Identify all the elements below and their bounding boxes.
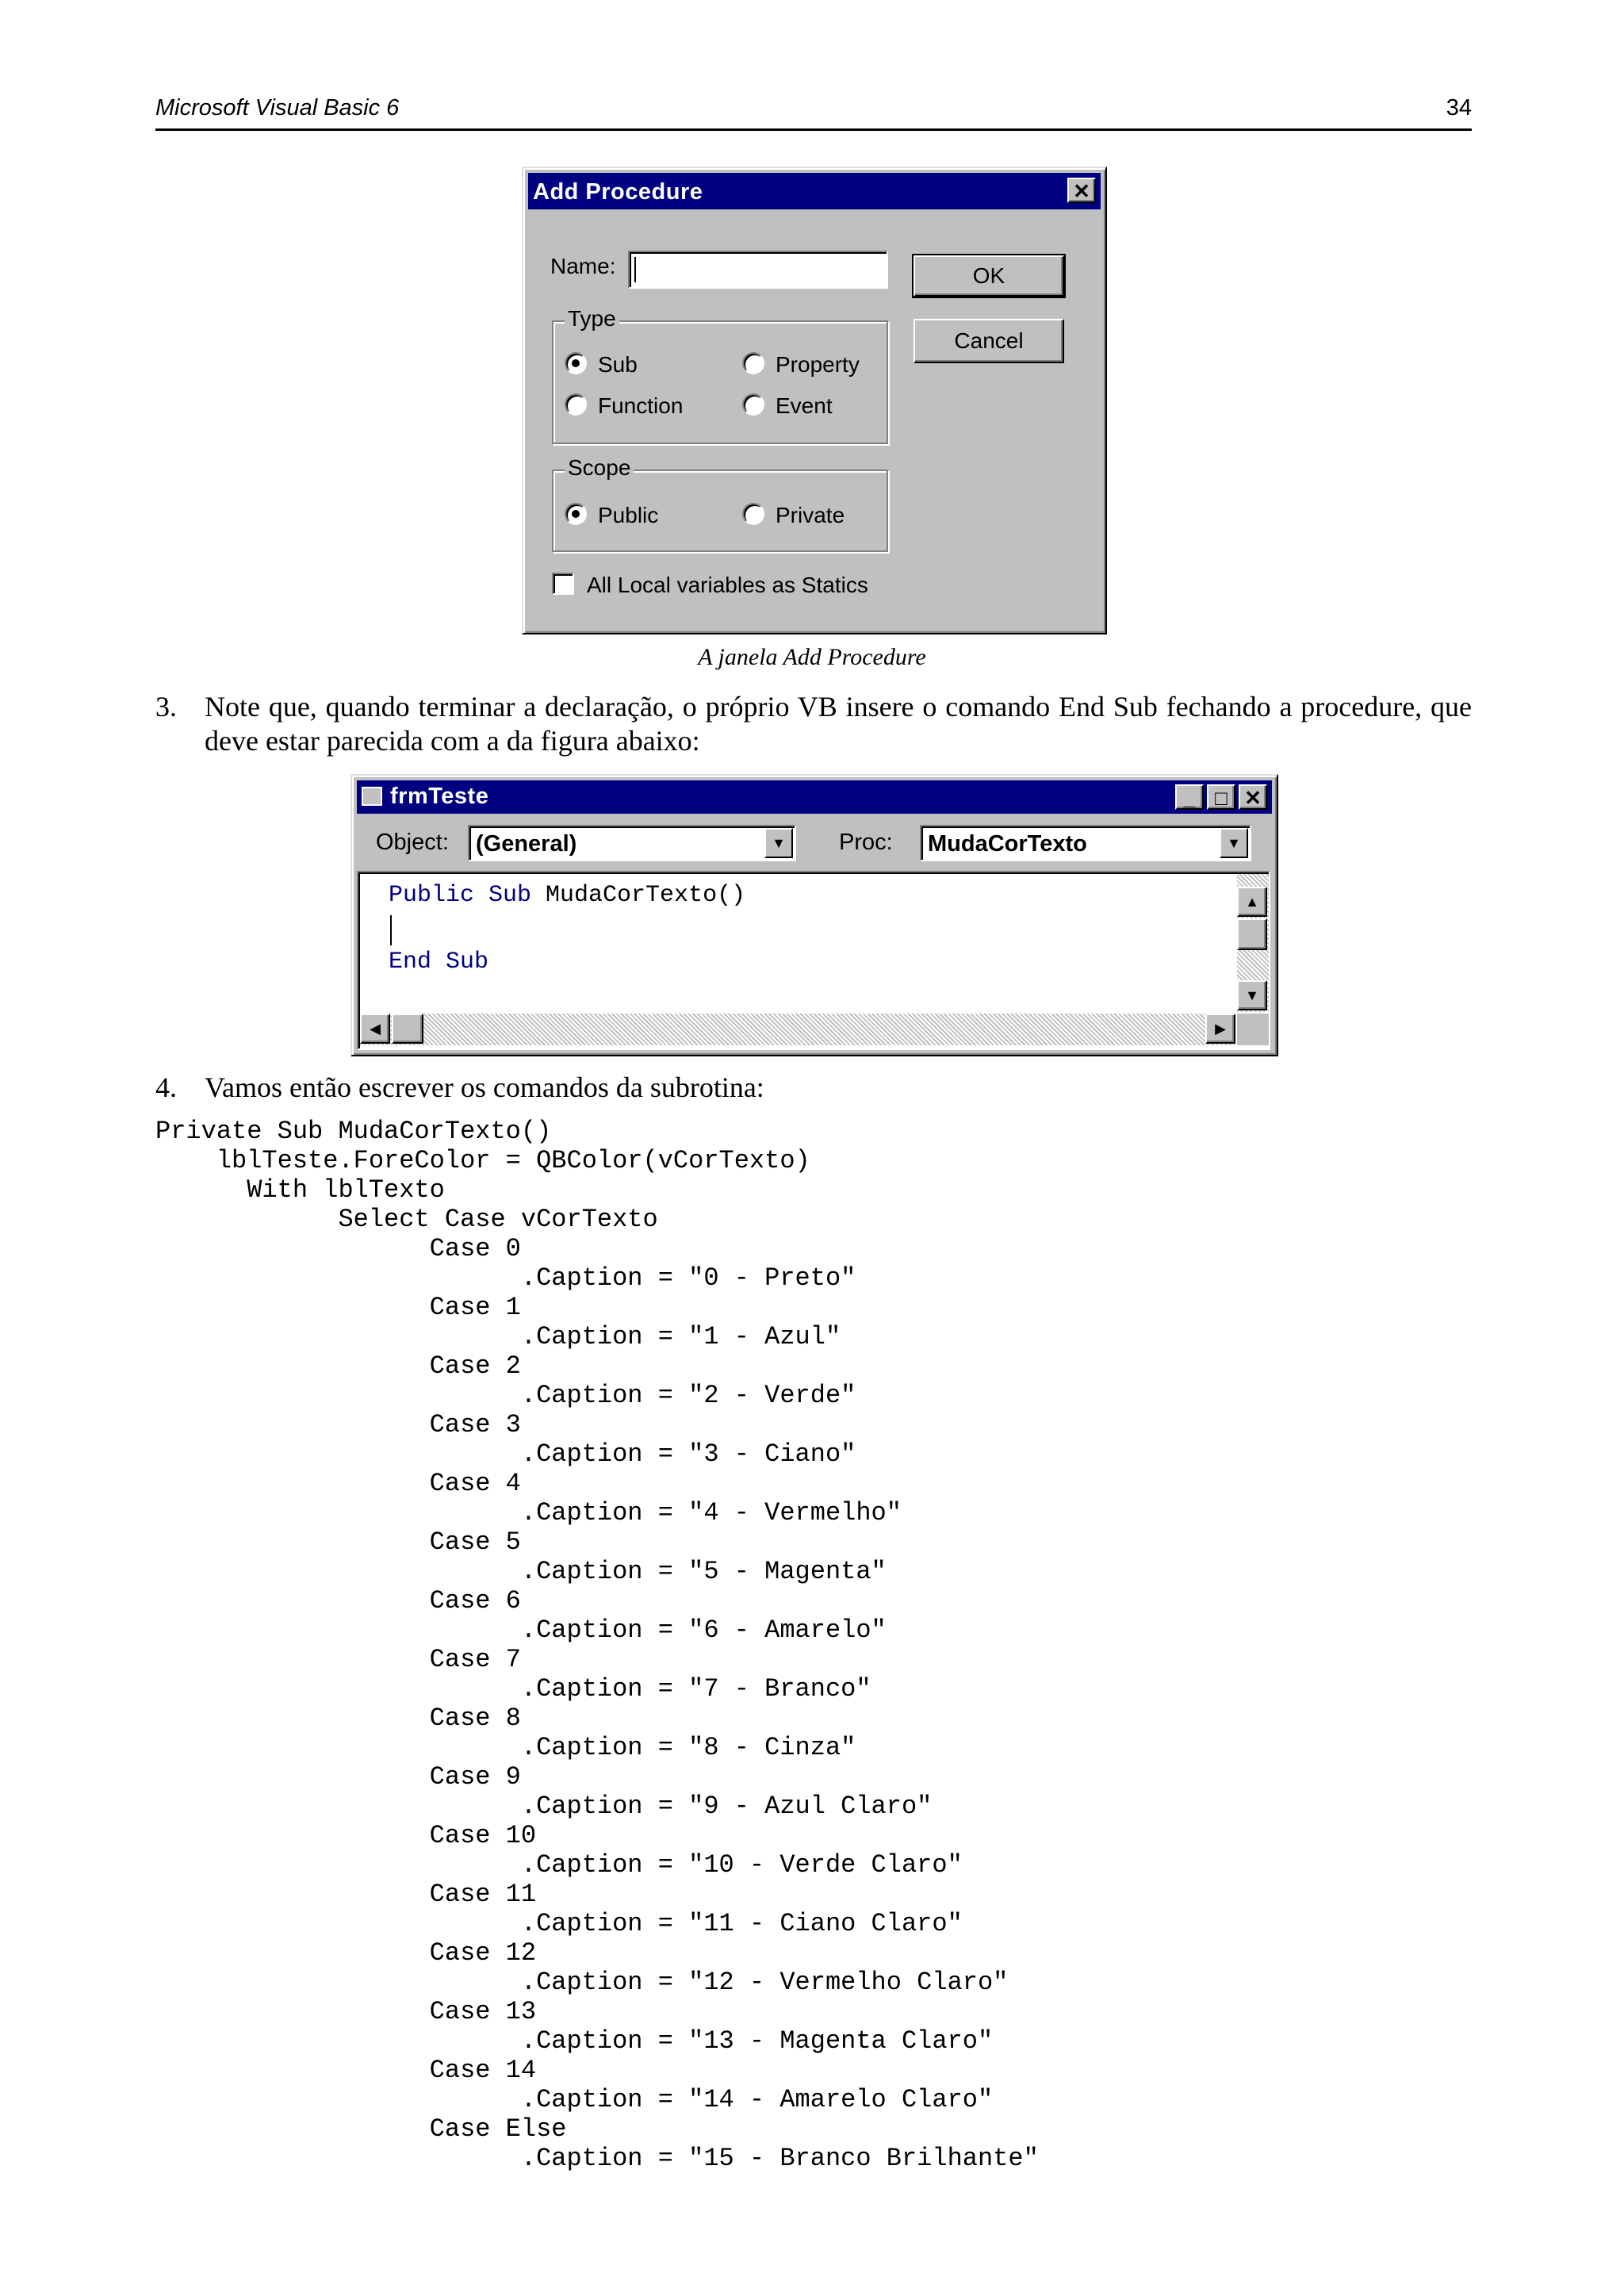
- code-editor[interactable]: [360, 874, 1235, 1012]
- header-title: Microsoft Visual Basic 6: [155, 95, 400, 121]
- type-sub-label: Sub: [598, 352, 638, 377]
- code-caret: [390, 915, 392, 945]
- cancel-button-label: Cancel: [954, 328, 1024, 353]
- scope-group-label: Scope: [565, 455, 634, 481]
- chevron-down-icon[interactable]: ▼: [764, 828, 793, 858]
- code-keyword: End Sub: [389, 949, 489, 976]
- proc-label: Proc:: [839, 830, 893, 855]
- close-button[interactable]: [1067, 178, 1096, 203]
- object-dropdown[interactable]: [468, 825, 796, 861]
- type-event-radio[interactable]: [742, 393, 764, 416]
- minimize-button[interactable]: [1175, 784, 1204, 810]
- page-header: [155, 95, 1472, 131]
- scroll-down-button[interactable]: [1237, 980, 1267, 1010]
- code-pane: [357, 871, 1270, 1050]
- code-text: MudaCorTexto(): [531, 882, 746, 909]
- maximize-icon: □: [1215, 786, 1228, 810]
- dialog-title: Add Procedure: [533, 179, 703, 205]
- maximize-button[interactable]: [1207, 784, 1235, 810]
- arrow-down-icon: ▼: [1245, 987, 1259, 1003]
- cancel-button[interactable]: [914, 319, 1064, 363]
- page-number: 34: [1446, 95, 1472, 121]
- step-3-paragraph: [155, 690, 1472, 758]
- step-3-number: 3.: [155, 691, 177, 723]
- type-sub-radio[interactable]: [565, 352, 587, 374]
- chevron-down-icon[interactable]: ▼: [1220, 828, 1248, 858]
- arrow-left-icon: ◀: [370, 1021, 381, 1037]
- scroll-up-button[interactable]: [1237, 887, 1267, 917]
- statics-checkbox[interactable]: [552, 573, 574, 595]
- scope-public-radio[interactable]: [565, 503, 587, 525]
- ok-button[interactable]: [914, 255, 1064, 297]
- code-listing: Private Sub MudaCorTexto() lblTeste.ForeColor = QBColor(vCorTexto) With lblTexto Select Case vCorTexto Case 0 .Caption = "0 - Preto" Case 1 .Caption = "1 - Azul" Case 2 .Caption = "2 - Verde" Case 3 .Caption = "3 - Ciano" Case 4 .Caption = "4 - Vermelho" Case 5 .Caption = "5 - Magenta" Case 6 .Caption = "6 - Amarelo" Case 7 .Caption = "7 - Branco" Case 8 .Caption = "8 - Cinza" Case 9 .Caption = "9 - Azul Claro" Case 10 .Caption = "10 - Verde Claro" Case 11 .Caption = "11 - Ciano Claro" Case 12 .Caption = "12 - Vermelho Claro" Case 13 .Caption = "13 - Magenta Claro" Case 14 .Caption = "14 - Amarelo Claro" Case Else .Caption = "15 - Branco Brilhante": [155, 1117, 1039, 2173]
- object-label: Object:: [376, 830, 449, 855]
- arrow-right-icon: ▶: [1215, 1021, 1226, 1037]
- scrollbar-corner: [1237, 1014, 1269, 1045]
- step-4-text: Vamos então escrever os comandos da subrotina:: [205, 1071, 764, 1103]
- type-property-radio[interactable]: [742, 352, 764, 374]
- scope-private-label: Private: [776, 503, 845, 527]
- scroll-thumb-horizontal[interactable]: [392, 1014, 423, 1044]
- proc-dropdown[interactable]: [920, 825, 1251, 861]
- type-function-label: Function: [598, 393, 684, 418]
- minimize-icon: _: [1183, 786, 1196, 810]
- scope-private-radio[interactable]: [742, 503, 764, 525]
- scope-public-label: Public: [598, 503, 659, 527]
- object-value: (General): [476, 831, 577, 857]
- scroll-left-button[interactable]: [360, 1014, 390, 1044]
- vertical-scrollbar[interactable]: [1237, 874, 1269, 1012]
- code-line-3: [389, 949, 488, 976]
- add-procedure-dialog: [522, 167, 1107, 634]
- figure-caption: A janela Add Procedure: [698, 644, 926, 670]
- scope-group: [552, 455, 888, 552]
- statics-label: All Local variables as Statics: [587, 573, 868, 597]
- code-keyword: Public Sub: [389, 882, 532, 909]
- step-4-paragraph: [155, 1071, 1472, 1105]
- type-group-label: Type: [565, 306, 619, 332]
- type-function-radio[interactable]: [565, 393, 587, 416]
- code-window-titlebar: [357, 780, 1272, 814]
- scroll-thumb[interactable]: [1237, 918, 1267, 950]
- step-4-number: 4.: [155, 1071, 177, 1103]
- code-window: [350, 774, 1278, 1056]
- code-line-1: [389, 882, 745, 909]
- type-property-label: Property: [776, 352, 860, 377]
- type-group: [552, 306, 888, 444]
- form-icon: [362, 787, 382, 806]
- text-cursor: [634, 257, 636, 282]
- close-button[interactable]: [1239, 784, 1267, 810]
- scroll-right-button[interactable]: [1205, 1014, 1235, 1044]
- close-icon: ✕: [1073, 179, 1090, 203]
- close-icon: ✕: [1244, 786, 1262, 810]
- proc-value: MudaCorTexto: [928, 831, 1087, 857]
- name-label: Name:: [550, 254, 616, 278]
- ok-button-label: OK: [972, 263, 1005, 288]
- dialog-titlebar: [528, 173, 1101, 209]
- arrow-up-icon: ▲: [1245, 894, 1259, 910]
- type-event-label: Event: [776, 393, 833, 418]
- name-input[interactable]: [628, 251, 888, 289]
- step-3-text: Note que, quando terminar a declaração, o próprio VB insere o comando End Sub fechando a procedure, que deve estar parecida com a da figura abaixo:: [205, 691, 1472, 757]
- horizontal-scrollbar[interactable]: [360, 1014, 1235, 1045]
- code-window-title: frmTeste: [390, 784, 489, 809]
